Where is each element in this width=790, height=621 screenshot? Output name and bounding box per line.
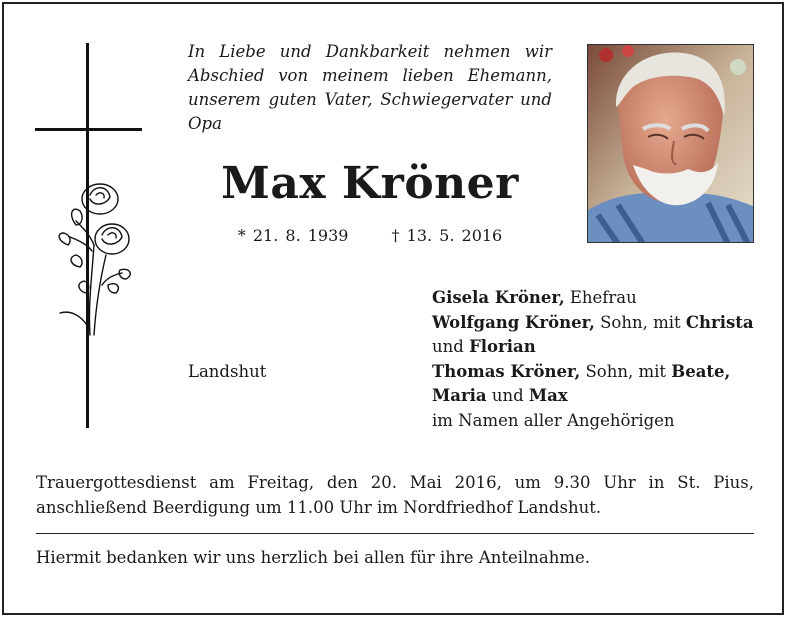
family-line: Thomas Kröner, Sohn, mit Beate,	[432, 361, 731, 381]
divider	[36, 533, 754, 534]
death-date: † 13. 5. 2016	[391, 226, 503, 245]
cross-icon-bar	[35, 128, 142, 131]
family-line: und Florian	[432, 337, 536, 356]
place-label: Landshut	[188, 362, 267, 381]
deceased-name: Max Kröner	[221, 158, 519, 209]
family-line: Wolfgang Kröner, Sohn, mit Christa	[432, 312, 754, 332]
service-text: Trauergottesdienst am Freitag, den 20. Mai 2016, um 9.30 Uhr in St. Pius, anschließend Beerdigung um 11.00 Uhr im Nordfriedhof Landshut.	[36, 473, 754, 517]
birth-date: * 21. 8. 1939	[237, 226, 349, 245]
life-dates	[188, 226, 552, 245]
portrait-photo	[587, 44, 754, 243]
family-list	[432, 286, 762, 433]
family-line: im Namen aller Angehörigen	[432, 410, 675, 430]
family-line: Gisela Kröner, Ehefrau	[432, 288, 637, 307]
intro-text: In Liebe und Dankbarkeit nehmen wir Abschied von meinem lieben Ehemann, unserem guten Vater, Schwiegervater und Opa	[188, 42, 552, 133]
thanks-text: Hiermit bedanken wir uns herzlich bei allen für ihre Anteilnahme.	[36, 548, 591, 567]
rose-icon	[50, 175, 140, 340]
family-line: Maria und Max	[432, 386, 568, 405]
